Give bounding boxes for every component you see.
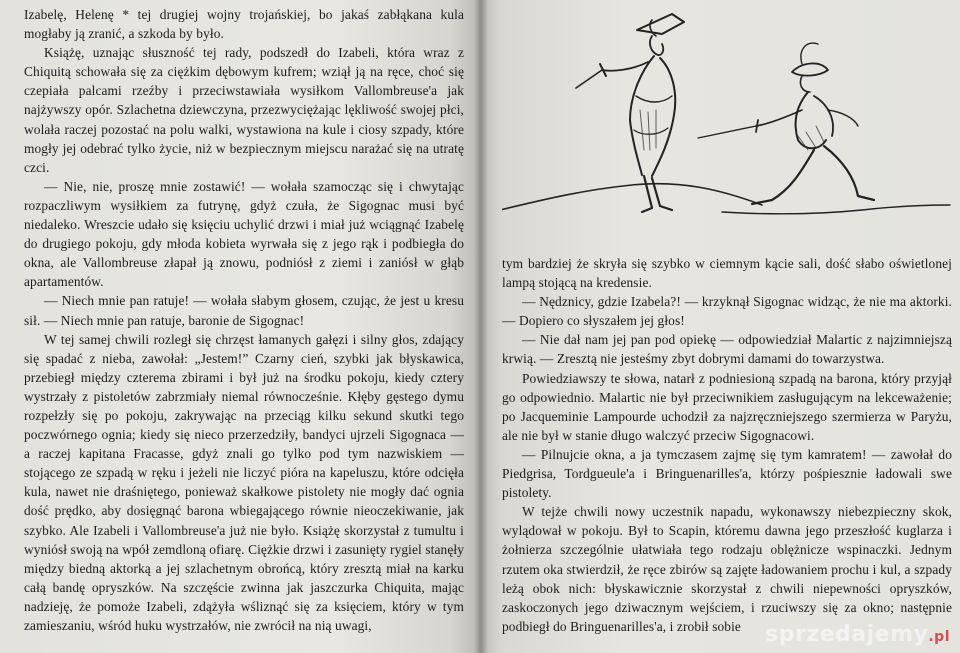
paragraph: W tejże chwili nowy uczestnik napadu, wykonawszy niebezpieczny skok, wylądował w pokoju. Był to Scapin, któremu dawna jego przeszłość kuglarza i żołnierza szczególnie ułatwiała tego rodzaju oblężnicze wspinaczki. Jednym rzutem oka stwierdził, że ręce zbirów są zajęte ładowaniem prochu i kul, a szpady leżą obok nich: błyskawicznie skorzystał z chwili niepewności opryszków, zaskoczonych jego dziwacznym wejściem, i rzuciwszy się za okno; następnie podbiegł do Bringuenarilles'a, i zrobił sobie	[502, 504, 952, 634]
paragraph: — Nędznicy, gdzie Izabela?! — krzyknął Sigognac widząc, że nie ma aktorki. — Dopiero co słyszałem jej głos!	[502, 294, 952, 329]
paragraph: — Niech mnie pan ratuje! — wołała słabym głosem, czując, że jest u kresu sił. — Niech mnie pan ratuje, baronie de Sigognac!	[24, 293, 464, 328]
paragraph: — Pilnujcie okna, a ja tymczasem zajmę się tym kamratem! — zawołał do Piedgrisa, Tordgueule'a i Bringuenarilles'a, którzy pośpiesznie ładowali swe pistolety.	[502, 446, 952, 501]
duel-sketch-image	[502, 0, 952, 250]
watermark-suffix: .pl	[928, 629, 950, 645]
left-page	[0, 0, 478, 653]
paragraph: Izabelę, Helenę * tej drugiej wojny trojańskiej, bo jakaś zabłąkana kula mogłaby ją zranić, a szkoda by było.	[24, 7, 464, 42]
duel-sketch-illustration	[502, 0, 952, 250]
paragraph: W tej samej chwili rozległ się chrzęst łamanych gałęzi i silny głos, zdający się spadać z nieba, zawołał: „Jestem!” Czarny cień, szybki jak błyskawica, przebiegł między czterema zbirami i był już na środku pokoju, kiedy cztery wystrzały z pistoletów zabrzmiały niemal równocześnie. Kłęby gęstego dymu rozpełzły się po pokoju, zakrywając na przeciąg kilku sekund skutki tego poczwórnego ognia; kiedy się nieco przerzedziły, bandyci ujrzeli Sigognaca — a raczej kapitana Fracasse, gdyż znali go tylko pod tym nazwiskiem — stojącego ze szpadą w ręku i jeżeli nie liczyć pióra na kapeluszu, które odcięła kula, nawet nie draśniętego, ponieważ skałkowe pistolety nie mogły dać ognia dość prędko, aby dosięgnąć barona wbiegającego równie nieoczekiwanie, jak szybko. Ale Izabeli i Vallombreuse'a już nie było. Książę skorzystał z tumultu i wyniósł swoją na wpół zemdloną ofiarę. Ciężkie drzwi i zasunięty rygiel stanęły między biedną aktorką a jej szlachetnym obrońcą, który zresztą miał na karku całą bandę opryszków. Na szczęście zwinna jak jaszczurka Chiquita, mając nadzieję, że pomoże Izabeli, zdążyła wśliznąć się za księciem, który w tym zamieszaniu, wśród huku wystrzałów, nie zwrócił na nią uwagi,	[24, 331, 464, 633]
watermark	[765, 622, 950, 647]
right-page-text	[502, 250, 952, 636]
paragraph: — Nie dał nam jej pan pod opiekę — odpowiedział Malartic z najzimniejszą krwią. — Zresztą nie jesteśmy zbyt dobrymi damami do towarzystwa.	[502, 332, 952, 367]
paragraph: Książę, uznając słuszność tej rady, podszedł do Izabeli, która wraz z Chiquitą schowała się za ciężkim dębowym kufrem; wziął ją na ręce, choć się czepiała palcami rzeźby i przeciwstawiała wysiłkom Vallombreuse'a jak najżywszy opór. Szlachetna dziewczyna, przezwyciężając lękliwość swojej płci, wolała raczej pozostać na polu walki, wystawiona na kule i ciosy szpady, które mogły jej odebrać tylko życie, niż w bezpiecznym miejscu narażać się na utratę czci.	[24, 45, 464, 175]
right-page	[478, 0, 960, 653]
left-page-text	[24, 0, 464, 635]
paragraph: tym bardziej że skryła się szybko w ciemnym kącie sali, dość słabo oświetlonej lampą stojącą na kredensie.	[502, 256, 952, 291]
watermark-text: sprzedajemy	[765, 622, 929, 647]
paragraph: — Nie, nie, proszę mnie zostawić! — wołała szamocząc się i chwytając rozpaczliwym wysiłkiem za futrynę, gdyż czuła, że Sigognac musi być niedaleko. Wreszcie udało się księciu uchylić drzwi i miał już wciągnąć Izabelę do drugiego pokoju, gdy młoda kobieta wyrwała się z jego rąk i podbiegła do okna, ale Vallombreuse złapał ją znowu, podniósł z ziemi i zaniósł w głąb apartamentów.	[24, 178, 464, 290]
paragraph: Powiedziawszy te słowa, natarł z podniesioną szpadą na barona, który przyjął go odpowiednio. Malartic nie był przeciwnikiem zasługującym na lekceważenie; po Jacqueminie Lampourde uchodził za najzręczniejszego szermierza w Paryżu, ale nie był w stanie długo walczyć przeciw Sigognacowi.	[502, 370, 952, 443]
